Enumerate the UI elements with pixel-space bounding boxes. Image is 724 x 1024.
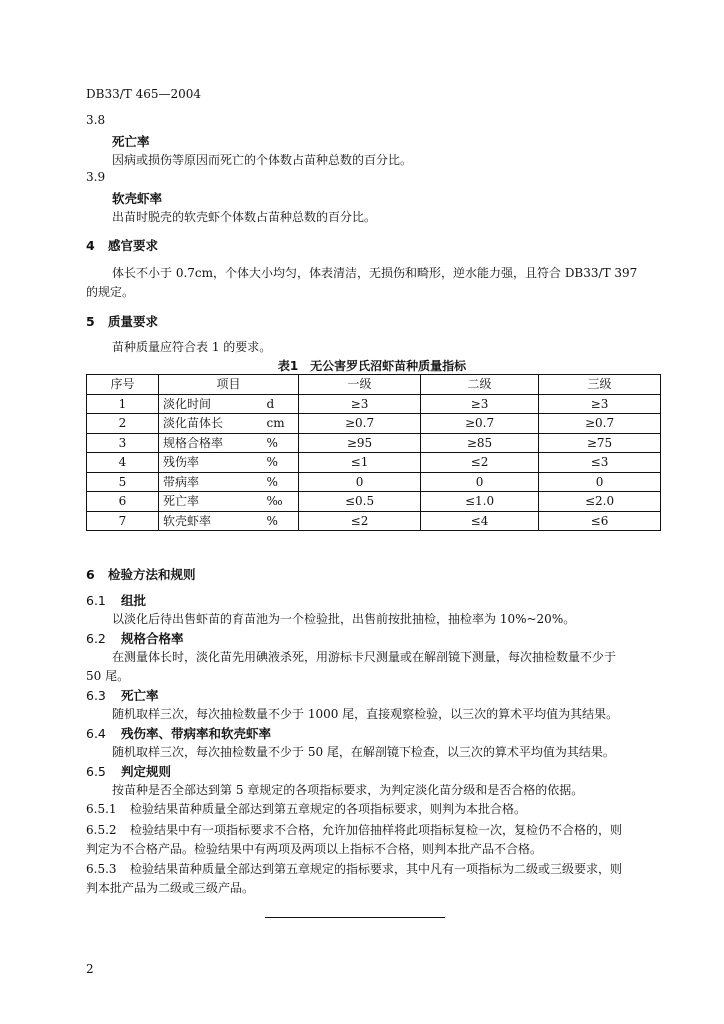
subsection-6-3-heading xyxy=(86,686,159,704)
cell-grade-3: ≤6 xyxy=(539,511,661,531)
section-4-text-line2: 的规定。 xyxy=(86,285,135,299)
clause-6-5-2-line1 xyxy=(86,821,622,838)
clause-6-5-3-line1 xyxy=(86,860,622,877)
clause-6-5-3-text-line2: 判本批产品为二级或三级产品。 xyxy=(86,881,255,895)
cell-grade-2: ≥85 xyxy=(421,433,539,453)
clause-6-5-1 xyxy=(86,800,526,817)
subsection-6-1-title: 组批 xyxy=(121,593,147,608)
cell-unit: % xyxy=(263,433,299,453)
subsection-6-5-text: 按苗种是否全部达到第 5 章规定的各项指标要求，为判定淡化苗分级和是否合格的依据。 xyxy=(112,783,584,797)
cell-grade-3: ≤2.0 xyxy=(539,492,661,512)
cell-seq: 4 xyxy=(87,453,159,473)
subsection-6-4-number: 6.4 xyxy=(86,726,106,741)
clause-number-3-8: 3.8 xyxy=(86,113,106,127)
term-mortality: 死亡率 xyxy=(112,134,150,149)
cell-seq: 7 xyxy=(87,511,159,531)
cell-grade-2: ≤1.0 xyxy=(421,492,539,512)
cell-grade-2: ≥3 xyxy=(421,394,539,414)
cell-item: 规格合格率 xyxy=(159,433,263,453)
cell-grade-1: ≤0.5 xyxy=(299,492,421,512)
cell-unit: % xyxy=(263,472,299,492)
subsection-6-5-title: 判定规则 xyxy=(121,764,172,779)
subsection-6-5-number: 6.5 xyxy=(86,764,106,779)
cell-grade-1: 0 xyxy=(299,472,421,492)
clause-number-3-9: 3.9 xyxy=(86,170,106,184)
cell-seq: 6 xyxy=(87,492,159,512)
table-row xyxy=(87,433,661,453)
section-5-intro: 苗种质量应符合表 1 的要求。 xyxy=(112,340,272,354)
cell-item: 淡化苗体长 xyxy=(159,414,263,434)
clause-6-5-2-text-line1: 检验结果中有一项指标要求不合格，允许加倍抽样将此项指标复检一次，复检仍不合格的，则 xyxy=(130,823,623,837)
cell-grade-3: 0 xyxy=(539,472,661,492)
cell-seq: 2 xyxy=(87,414,159,434)
cell-grade-2: ≤4 xyxy=(421,511,539,531)
cell-item: 死亡率 xyxy=(159,492,263,512)
cell-item: 带病率 xyxy=(159,472,263,492)
subsection-6-2-title: 规格合格率 xyxy=(121,631,184,646)
clause-6-5-1-number: 6.5.1 xyxy=(86,802,117,816)
table-caption: 表1 无公害罗氏沼虾苗种质量指标 xyxy=(277,359,467,373)
page-number: 2 xyxy=(86,962,94,976)
subsection-6-1-number: 6.1 xyxy=(86,593,106,608)
cell-seq: 3 xyxy=(87,433,159,453)
subsection-6-4-heading xyxy=(86,724,271,742)
clause-6-5-2-text-line2: 判定为不合格产品。检验结果中有两项及两项以上指标不合格，则判本批产品不合格。 xyxy=(86,842,543,856)
subsection-6-3-number: 6.3 xyxy=(86,688,106,703)
section-5-number: 5 xyxy=(86,314,95,329)
clause-6-5-3-text-line1: 检验结果苗种质量全部达到第五章规定的指标要求，其中凡有一项指标为二级或三级要求，则 xyxy=(130,862,623,876)
cell-grade-3: ≥0.7 xyxy=(539,414,661,434)
header-grade-1: 一级 xyxy=(299,375,421,395)
cell-grade-2: ≥0.7 xyxy=(421,414,539,434)
cell-unit: cm xyxy=(263,414,299,434)
subsection-6-4-text: 随机取样三次，每次抽检数量不少于 50 尾，在解剖镜下检查，以三次的算术平均值为其结果。 xyxy=(112,745,615,759)
clause-6-5-2-number: 6.5.2 xyxy=(86,823,117,837)
subsection-6-4-title: 残伤率、带病率和软壳虾率 xyxy=(121,726,272,741)
cell-grade-3: ≥75 xyxy=(539,433,661,453)
quality-table xyxy=(86,374,661,531)
end-rule xyxy=(265,917,445,918)
subsection-6-3-text: 随机取样三次，每次抽检数量不少于 1000 尾，直接观察检验，以三次的算术平均值为其结果。 xyxy=(112,707,619,721)
cell-grade-1: ≤2 xyxy=(299,511,421,531)
section-6-title: 检验方法和规则 xyxy=(108,567,196,582)
cell-grade-3: ≥3 xyxy=(539,394,661,414)
table-row xyxy=(87,511,661,531)
subsection-6-2-number: 6.2 xyxy=(86,631,106,646)
clause-6-5-3-number: 6.5.3 xyxy=(86,862,117,876)
table-row xyxy=(87,492,661,512)
subsection-6-2-text-line2: 50 尾。 xyxy=(86,669,130,683)
section-5-heading xyxy=(86,312,158,330)
section-6-number: 6 xyxy=(86,567,95,582)
cell-item: 淡化时间 xyxy=(159,394,263,414)
table-row xyxy=(87,414,661,434)
cell-seq: 5 xyxy=(87,472,159,492)
table-row xyxy=(87,472,661,492)
definition-soft-shell-rate: 出苗时脱壳的软壳虾个体数占苗种总数的百分比。 xyxy=(112,210,377,224)
cell-grade-2: ≤2 xyxy=(421,453,539,473)
cell-seq: 1 xyxy=(87,394,159,414)
header-seq: 序号 xyxy=(87,375,159,395)
cell-unit: ‰ xyxy=(263,492,299,512)
table-row xyxy=(87,394,661,414)
cell-grade-1: ≥0.7 xyxy=(299,414,421,434)
section-4-text-line1: 体长不小于 0.7cm，个体大小均匀，体表清洁，无损伤和畸形，逆水能力强，且符合 DB33/T 397 xyxy=(112,266,638,280)
subsection-6-5-heading xyxy=(86,762,171,780)
table-row xyxy=(87,453,661,473)
header-grade-2: 二级 xyxy=(421,375,539,395)
cell-grade-1: ≥95 xyxy=(299,433,421,453)
subsection-6-2-heading xyxy=(86,629,184,647)
header-grade-3: 三级 xyxy=(539,375,661,395)
subsection-6-2-text-line1: 在测量体长时，淡化苗先用碘液杀死，用游标卡尺测量或在解剖镜下测量，每次抽检数量不少于 xyxy=(112,650,617,664)
cell-grade-1: ≤1 xyxy=(299,453,421,473)
clause-6-5-1-text: 检验结果苗种质量全部达到第五章规定的各项指标要求，则判为本批合格。 xyxy=(130,802,527,816)
term-soft-shell-rate: 软壳虾率 xyxy=(112,191,163,206)
subsection-6-3-title: 死亡率 xyxy=(121,688,159,703)
document-code: DB33/T 465—2004 xyxy=(86,87,202,101)
section-4-number: 4 xyxy=(86,238,95,253)
cell-grade-1: ≥3 xyxy=(299,394,421,414)
cell-unit: % xyxy=(263,453,299,473)
cell-item: 软壳虾率 xyxy=(159,511,263,531)
section-4-heading xyxy=(86,236,158,254)
section-4-title: 感官要求 xyxy=(108,238,159,253)
definition-mortality: 因病或损伤等原因而死亡的个体数占苗种总数的百分比。 xyxy=(112,153,413,167)
table-header-row xyxy=(87,375,661,395)
cell-unit: d xyxy=(263,394,299,414)
subsection-6-1-heading xyxy=(86,591,146,609)
subsection-6-1-text: 以淡化后待出售虾苗的育苗池为一个检验批，出售前按批抽检，抽检率为 10%~20%。 xyxy=(112,612,576,626)
cell-unit: % xyxy=(263,511,299,531)
section-5-title: 质量要求 xyxy=(108,314,159,329)
cell-grade-2: 0 xyxy=(421,472,539,492)
cell-item: 残伤率 xyxy=(159,453,263,473)
section-6-heading xyxy=(86,565,196,583)
cell-grade-3: ≤3 xyxy=(539,453,661,473)
header-item: 项目 xyxy=(159,375,299,395)
